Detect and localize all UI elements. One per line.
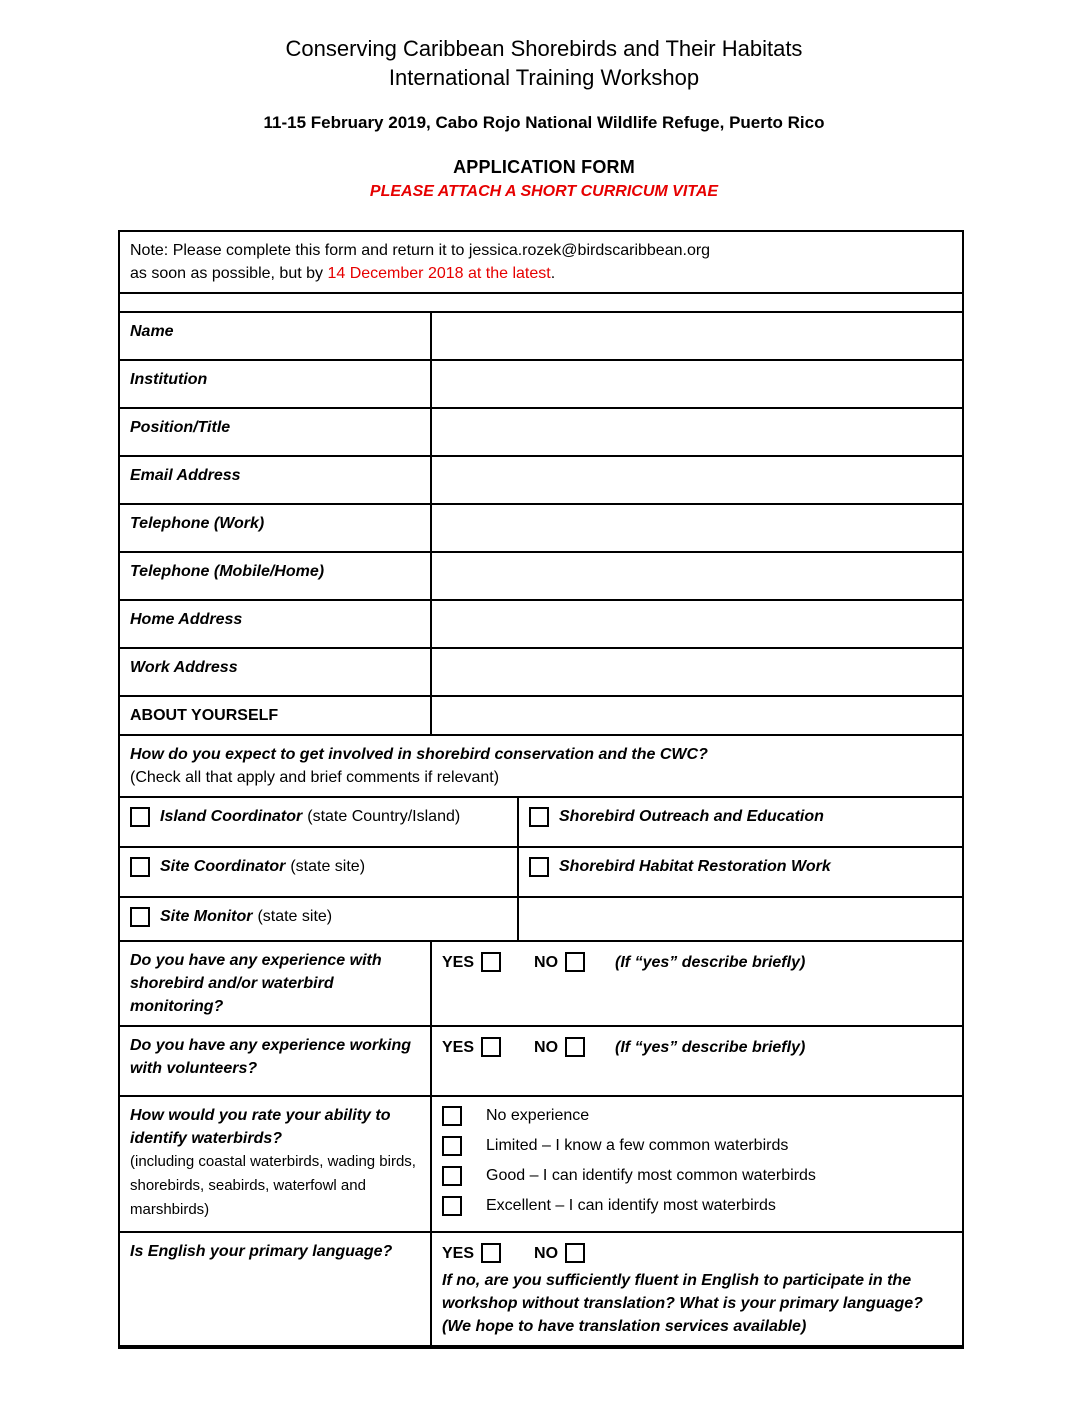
title-line2: International Training Workshop: [388, 65, 700, 90]
home-address-input-cell[interactable]: [431, 600, 963, 648]
ability-good-label: Good – I can identify most common waterbirds: [486, 1167, 816, 1184]
experience-volunteers-row: [119, 1026, 963, 1096]
site-monitor-checkbox[interactable]: [130, 907, 150, 927]
field-row-institution: [119, 360, 963, 408]
experience-monitoring-row: [119, 941, 963, 1026]
volunteers-no-checkbox[interactable]: [565, 1037, 585, 1057]
note-line1: Note: Please complete this form and return it to jessica.rozek@birdscaribbean.org: [130, 242, 711, 259]
workshop-title: [0, 34, 1088, 92]
english-yes-no: [442, 1240, 952, 1266]
field-row-name: [119, 312, 963, 360]
work-address-input-cell[interactable]: [431, 648, 963, 696]
ability-limited-checkbox[interactable]: [442, 1136, 462, 1156]
form-title: APPLICATION FORM: [453, 157, 635, 177]
field-label-institution: Institution: [119, 360, 431, 408]
involvement-empty-cell: [518, 897, 963, 941]
yes-label: YES: [442, 1038, 475, 1056]
involvement-question: How do you expect to get involved in shorebird conservation and the CWC?: [130, 746, 708, 763]
field-label-home-address: Home Address: [119, 600, 431, 648]
application-table: [118, 230, 964, 1349]
ability-option-limited: [442, 1134, 952, 1157]
field-label-email: Email Address: [119, 456, 431, 504]
site-monitor-suffix: (state site): [257, 908, 333, 925]
volunteers-hint: (If “yes” describe briefly): [615, 1038, 806, 1056]
field-label-telephone-mobile-home: Telephone (Mobile/Home): [119, 552, 431, 600]
field-row-position-title: [119, 408, 963, 456]
field-label-name: Name: [119, 312, 431, 360]
island-coordinator-label: Island Coordinator: [160, 808, 303, 825]
ability-question-cell: [119, 1096, 431, 1232]
involvement-row-1: [119, 797, 963, 847]
title-line1: Conserving Caribbean Shorebirds and Their Habitats: [285, 36, 803, 61]
note-line2-suffix: .: [550, 265, 556, 282]
field-row-work-address: [119, 648, 963, 696]
yes-label: YES: [442, 1244, 475, 1262]
volunteers-yes-checkbox[interactable]: [481, 1037, 501, 1057]
field-row-email: [119, 456, 963, 504]
involvement-question-row: [119, 735, 963, 797]
shorebird-outreach-cell: [518, 797, 963, 847]
no-label: NO: [534, 1038, 559, 1056]
monitoring-yes-checkbox[interactable]: [481, 952, 501, 972]
event-date-location: 11-15 February 2019, Cabo Rojo National Wildlife Refuge, Puerto Rico: [263, 113, 825, 132]
site-coordinator-option: [130, 855, 507, 878]
ability-no-experience-checkbox[interactable]: [442, 1106, 462, 1126]
site-coordinator-label: Site Coordinator: [160, 858, 286, 875]
experience-monitoring-question: Do you have any experience with shorebird and/or waterbird monitoring?: [119, 941, 431, 1026]
site-coordinator-checkbox[interactable]: [130, 857, 150, 877]
experience-monitoring-answer-cell[interactable]: [431, 941, 963, 1026]
note-line2: [130, 262, 952, 285]
english-yes-checkbox[interactable]: [481, 1243, 501, 1263]
ability-option-no-experience: [442, 1104, 952, 1127]
ability-no-experience-label: No experience: [486, 1107, 590, 1124]
email-input-cell[interactable]: [431, 456, 963, 504]
document-header: [0, 0, 1088, 201]
yes-label: YES: [442, 953, 475, 971]
english-answer-cell[interactable]: [431, 1232, 963, 1347]
experience-volunteers-question: Do you have any experience working with volunteers?: [119, 1026, 431, 1096]
site-monitor-label: Site Monitor: [160, 908, 253, 925]
island-coordinator-cell: [119, 797, 518, 847]
island-coordinator-option: [130, 805, 507, 828]
no-label: NO: [534, 1244, 559, 1262]
deadline-text: 14 December 2018 at the latest: [327, 265, 551, 282]
involvement-row-2: [119, 847, 963, 897]
habitat-restoration-checkbox[interactable]: [529, 857, 549, 877]
position-title-input-cell[interactable]: [431, 408, 963, 456]
ability-question: How would you rate your ability to identify waterbirds?: [130, 1107, 391, 1147]
cv-notice: PLEASE ATTACH A SHORT CURRICUM VITAE: [369, 183, 719, 200]
ability-options-cell: [431, 1096, 963, 1232]
spacer-cell: [119, 293, 963, 312]
english-followup-text: If no, are you sufficiently fluent in English to participate in the workshop without translation? What is your primary language? (We hope to have translation services available): [442, 1272, 923, 1335]
experience-volunteers-yes-no: [442, 1034, 952, 1060]
about-yourself-row: [119, 696, 963, 735]
shorebird-outreach-option: [529, 805, 952, 828]
field-label-work-address: Work Address: [119, 648, 431, 696]
ability-limited-label: Limited – I know a few common waterbirds: [486, 1137, 789, 1154]
field-row-telephone-mobile-home: [119, 552, 963, 600]
habitat-restoration-option: [529, 855, 952, 878]
site-coordinator-suffix: (state site): [290, 858, 366, 875]
name-input-cell[interactable]: [431, 312, 963, 360]
field-label-telephone-work: Telephone (Work): [119, 504, 431, 552]
field-label-position-title: Position/Title: [119, 408, 431, 456]
experience-volunteers-answer-cell[interactable]: [431, 1026, 963, 1096]
shorebird-outreach-label: Shorebird Outreach and Education: [559, 808, 824, 825]
ability-option-excellent: [442, 1194, 952, 1217]
english-question: Is English your primary language?: [119, 1232, 431, 1347]
ability-question-detail: (including coastal waterbirds, wading birds, shorebirds, seabirds, waterfowl and marshbirds): [130, 1153, 416, 1218]
involvement-hint: (Check all that apply and brief comments if relevant): [130, 769, 500, 786]
ability-excellent-label: Excellent – I can identify most waterbirds: [486, 1197, 776, 1214]
telephone-work-input-cell[interactable]: [431, 504, 963, 552]
island-coordinator-suffix: (state Country/Island): [307, 808, 461, 825]
note-line2-prefix: as soon as possible, but by: [130, 265, 328, 282]
spacer-row: [119, 293, 963, 312]
shorebird-outreach-checkbox[interactable]: [529, 807, 549, 827]
field-row-telephone-work: [119, 504, 963, 552]
monitoring-hint: (If “yes” describe briefly): [615, 953, 806, 971]
habitat-restoration-label: Shorebird Habitat Restoration Work: [559, 858, 831, 875]
site-monitor-option: [130, 905, 507, 928]
ability-rating-row: [119, 1096, 963, 1232]
note-row: [119, 231, 963, 293]
ability-excellent-checkbox[interactable]: [442, 1196, 462, 1216]
island-coordinator-checkbox[interactable]: [130, 807, 150, 827]
english-language-row: [119, 1232, 963, 1347]
ability-good-checkbox[interactable]: [442, 1166, 462, 1186]
habitat-restoration-cell: [518, 847, 963, 897]
no-label: NO: [534, 953, 559, 971]
involvement-row-3: [119, 897, 963, 941]
section-title-about-yourself: ABOUT YOURSELF: [119, 696, 431, 735]
telephone-mobile-home-input-cell[interactable]: [431, 552, 963, 600]
experience-monitoring-yes-no: [442, 949, 952, 975]
institution-input-cell[interactable]: [431, 360, 963, 408]
site-coordinator-cell: [119, 847, 518, 897]
note-cell: [119, 231, 963, 293]
about-yourself-empty-cell: [431, 696, 963, 735]
monitoring-no-checkbox[interactable]: [565, 952, 585, 972]
ability-option-good: [442, 1164, 952, 1187]
english-no-checkbox[interactable]: [565, 1243, 585, 1263]
field-row-home-address: [119, 600, 963, 648]
site-monitor-cell: [119, 897, 518, 941]
involvement-question-cell: [119, 735, 963, 797]
